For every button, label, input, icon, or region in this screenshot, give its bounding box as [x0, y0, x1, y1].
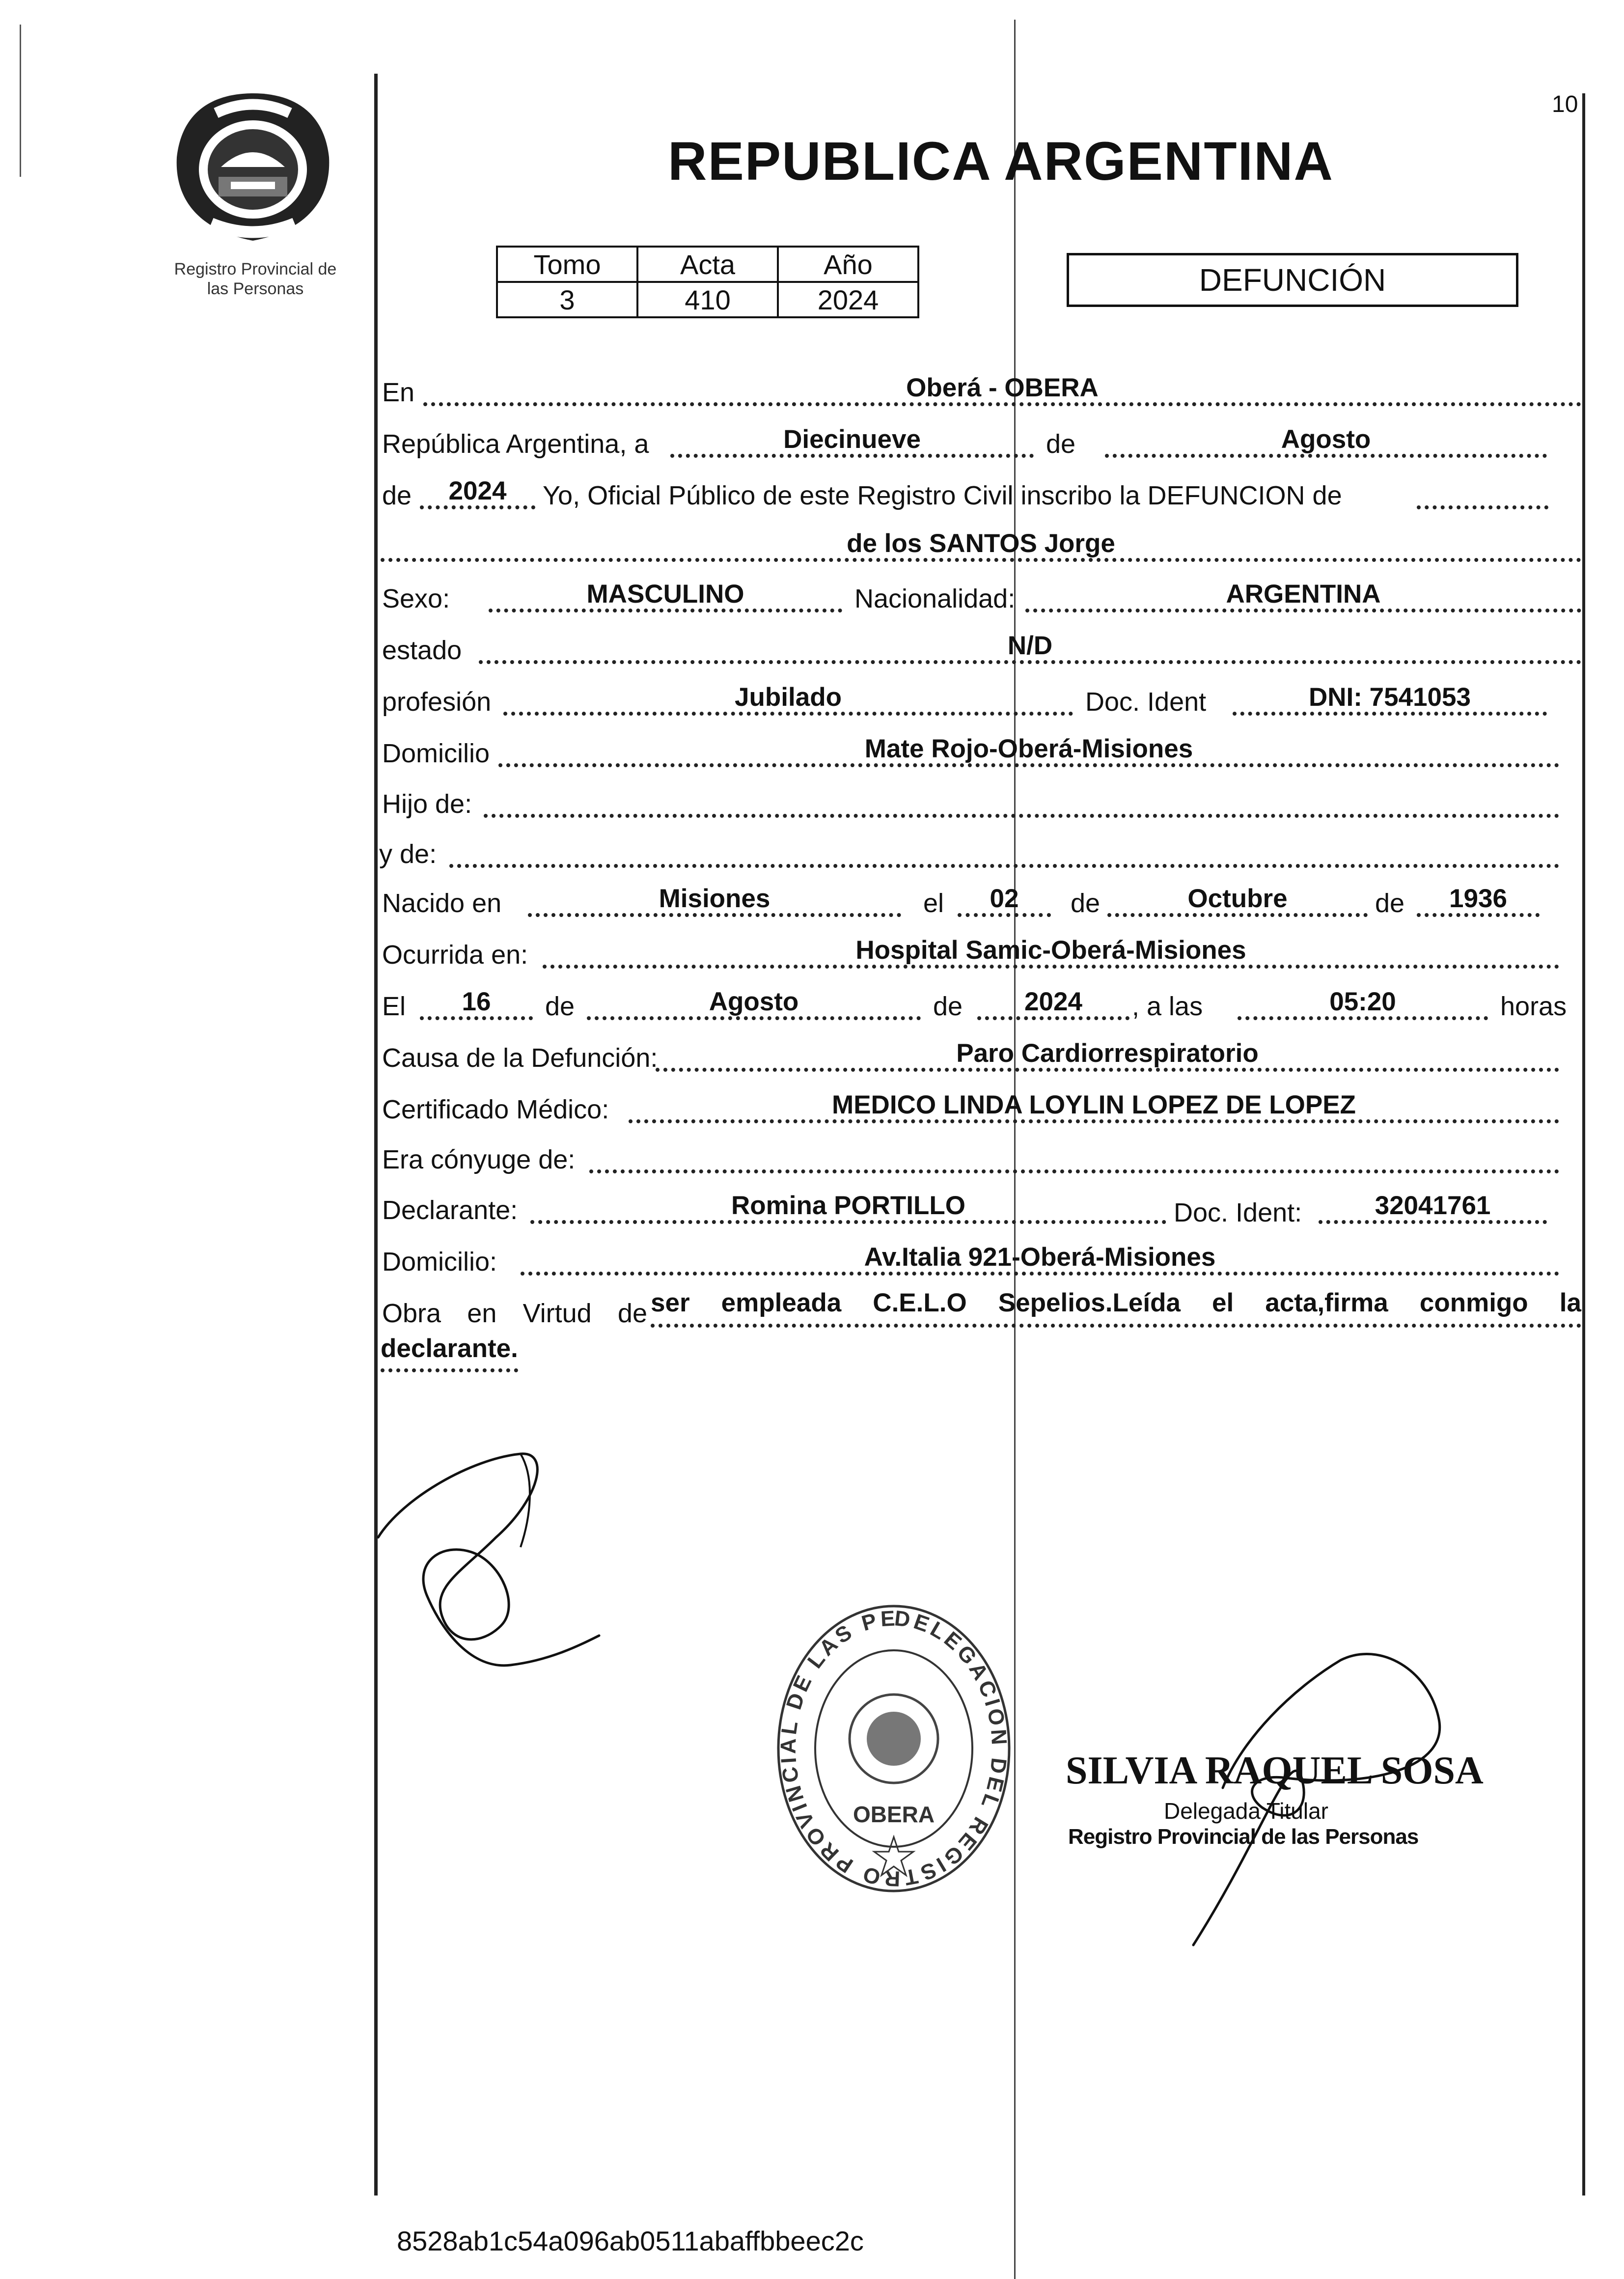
- scan-edge-mark: [20, 25, 21, 177]
- nombre: de los SANTOS Jorge: [381, 531, 1581, 562]
- mes: Agosto: [1105, 427, 1547, 458]
- nacido-lugar: Misiones: [528, 887, 901, 917]
- record-value-acta: 410: [637, 282, 778, 317]
- org-label-line2: las Personas: [207, 279, 304, 298]
- domicilio2-label: Domicilio:: [382, 1247, 497, 1277]
- anio-prefix: de: [382, 481, 412, 510]
- nacido-dia: 02: [958, 887, 1051, 917]
- profesion: Jubilado: [503, 685, 1073, 716]
- estado: N/D: [479, 634, 1581, 664]
- sexo-label: Sexo:: [382, 584, 450, 613]
- hijo-label: Hijo de:: [382, 789, 472, 819]
- record-value-anio: 2024: [778, 282, 918, 317]
- nacido-de2: de: [1375, 889, 1405, 918]
- conyuge: [589, 1143, 1559, 1173]
- nacionalidad-label: Nacionalidad:: [854, 584, 1016, 613]
- declarante: Romina PORTILLO: [530, 1194, 1166, 1224]
- el-label: el: [923, 889, 944, 918]
- ocurrida: Hospital Samic-Oberá-Misiones: [543, 938, 1559, 969]
- delegate-role: Delegada Titular: [1164, 1798, 1328, 1824]
- coat-of-arms-icon: [162, 83, 344, 250]
- def-mes: Agosto: [587, 990, 921, 1020]
- estado-label: estado: [382, 636, 462, 665]
- conyuge-label: Era cónyuge de:: [382, 1145, 576, 1174]
- horas-label: horas: [1500, 992, 1567, 1021]
- alas-label: , a las: [1132, 992, 1203, 1021]
- sexo: MASCULINO: [489, 582, 842, 612]
- province-coat-of-arms: [162, 83, 344, 250]
- left-margin-rule: [374, 74, 378, 2196]
- nacido-de1: de: [1071, 889, 1101, 918]
- obra-line2: declarante.: [381, 1335, 518, 1372]
- domicilio-label: Domicilio: [382, 739, 490, 768]
- cert: MEDICO LINDA LOYLIN LOPEZ DE LOPEZ: [629, 1093, 1559, 1123]
- def-dia: 16: [420, 990, 533, 1020]
- record-table: [496, 246, 919, 318]
- delegate-org: Registro Provincial de las Personas: [1068, 1825, 1419, 1849]
- obra-line1: ser empleada C.E.L.O Sepelios.Leída el acta,firma conmigo la: [651, 1289, 1581, 1328]
- stamp-center-text: OBERA: [853, 1802, 935, 1827]
- record-header-tomo: Tomo: [497, 247, 637, 282]
- stamp-seal-icon: [766, 1591, 1021, 1906]
- ocurrida-label: Ocurrida en:: [382, 940, 528, 970]
- record-value-tomo: 3: [497, 282, 637, 317]
- stamp-ring-text: DELEGACION DEL REGISTRO PROVINCIAL DE LAS PE: [776, 1606, 1012, 1891]
- org-label-line1: Registro Provincial de: [174, 260, 337, 278]
- def-hora: 05:20: [1238, 990, 1488, 1020]
- document-hash: 8528ab1c54a096ab0511abaffbbeec2c: [397, 2225, 864, 2256]
- nacido-mes: Octubre: [1107, 887, 1368, 917]
- dia-texto: Diecinueve: [670, 427, 1034, 458]
- de-label: de: [1046, 429, 1076, 459]
- nacido-label: Nacido en: [382, 889, 502, 918]
- def-de2: de: [933, 992, 963, 1021]
- delegate-name: SILVIA RAQUEL SOSA: [1066, 1749, 1484, 1792]
- domicilio: Mate Rojo-Oberá-Misiones: [498, 737, 1559, 767]
- record-type-box: DEFUNCIÓN: [1067, 253, 1518, 307]
- doc2-label: Doc. Ident:: [1174, 1198, 1302, 1227]
- doc: DNI: 7541053: [1233, 685, 1547, 716]
- official-stamp: [766, 1591, 1021, 1906]
- declarante-label: Declarante:: [382, 1195, 518, 1225]
- nacionalidad: ARGENTINA: [1025, 582, 1581, 612]
- republica-label: República Argentina, a: [382, 429, 649, 459]
- hijo: [484, 787, 1559, 818]
- doc-label: Doc. Ident: [1085, 687, 1207, 717]
- obra-label: Obra en Virtud de: [382, 1299, 647, 1328]
- domicilio2: Av.Italia 921-Oberá-Misiones: [521, 1245, 1559, 1276]
- inscribe-text: Yo, Oficial Público de este Registro Civil inscribo la DEFUNCION de: [543, 481, 1342, 510]
- causa-label: Causa de la Defunción:: [382, 1043, 658, 1073]
- signature-scribble-icon: [373, 1439, 648, 1704]
- page-number: 10: [1552, 91, 1578, 117]
- doc2: 32041761: [1319, 1194, 1547, 1224]
- profesion-label: profesión: [382, 687, 492, 717]
- en-value: Oberá - OBERA: [423, 376, 1581, 406]
- anio: 2024: [420, 479, 535, 509]
- cert-label: Certificado Médico:: [382, 1095, 609, 1124]
- causa: Paro Cardiorrespiratorio: [656, 1041, 1559, 1072]
- el2-label: El: [382, 992, 406, 1021]
- yde: [449, 837, 1559, 868]
- en-label: En: [382, 378, 415, 407]
- country-title: REPUBLICA ARGENTINA: [668, 131, 1334, 192]
- record-header-anio: Año: [778, 247, 918, 282]
- def-anio: 2024: [977, 990, 1129, 1020]
- org-label: [147, 259, 363, 299]
- nacido-anio: 1936: [1417, 887, 1540, 917]
- def-de1: de: [545, 992, 575, 1021]
- record-header-acta: Acta: [637, 247, 778, 282]
- inscribe-trail: [1417, 479, 1548, 509]
- right-margin-rule: [1582, 93, 1585, 2196]
- declarant-signature: [373, 1439, 648, 1704]
- yde-label: y de:: [379, 839, 437, 869]
